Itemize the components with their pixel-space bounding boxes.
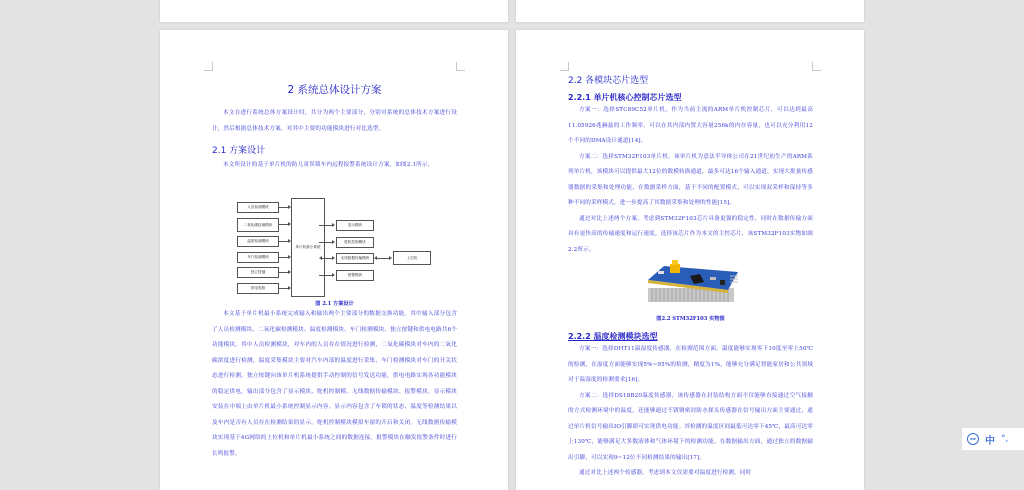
figure-2-2-caption: 图2.2 STM32F103 实物图 — [656, 316, 725, 322]
stm32f103-board-image — [644, 258, 740, 304]
temp-option-2-paragraph: 方案二：选择DS18B20温度传感器，该传感器在封装结构方面不仅能够直接通过空气接触的方式检测环境中的温度，还能够通过不锈钢密封防水探头传感器在信号输出方面主要通过，通过单片机信号输出IO引脚即可实现供电功能。其检测的温度区间最低可达零下45℃，最高可达零上130℃，能够满足大多数液体和气体环境下的检测功能，在数据输出方面，通过独立的数据输出引脚，可以实现9~12位不同检测结果的输出[17]。 — [568, 392, 813, 461]
section-heading-2-2: 2.2 各模块芯片选型 — [568, 76, 649, 86]
ime-toolbar[interactable] — [962, 428, 1024, 450]
mcu-conclusion-paragraph: 通过对比上述两个方案，考虑到STM32F103芯片具备更强的稳定性，同时在数据传输方面具有更快高的传输速度和运行速度，选择该芯片作为本文的主控芯片，该STM32F103实物如图2.2所示。 — [568, 215, 813, 253]
diagram-host-computer-block: 上位机 — [393, 251, 431, 265]
temp-conclusion-paragraph: 通过对比上述两个传感器，考虑到本文仅需要对温度进行检测，同时 — [579, 470, 752, 476]
section-heading-2-2-2: 2.2.2 温度检测模块选型 — [568, 332, 658, 341]
diagram-output-block: 报警模块 — [336, 270, 374, 281]
section-heading-2-2-1: 2.2.1 单片机核心控制芯片选型 — [568, 93, 682, 102]
mcu-option-2-paragraph: 方案二：选择STM32F103单片机，该单片机为意法半导体公司在21世纪初生产的ARM系列单片机，该模块可以提供最大12位的数模转换通道，最多可达16个输入通道，实现大批量传感器数据的采集和处理功能，在数据采样方面，基于不同的配置模式，可以实现双采样和保持等多种不同的采样模式，进一步提高了其数据采集和处理的性能[15]。 — [568, 153, 813, 206]
ime-language-toggle[interactable]: 中 — [985, 435, 995, 447]
document-page-left — [160, 30, 508, 490]
intro-paragraph: 本文在进行系统总体方案设计时，共分为两个主要部分，分别对系统的总体技术方案进行设计，然后根据总体技术方案，对其中主要的功能模块进行对比选型。 — [212, 110, 457, 132]
margin-corner-mark — [812, 62, 821, 71]
chapter-title: 2 系统总体设计方案 — [287, 84, 382, 96]
diagram-output-block: 显示模块 — [336, 220, 374, 231]
previous-page-left — [160, 0, 508, 22]
diagram-center-mcu-block: 单片机最小系统 — [291, 198, 325, 297]
margin-corner-mark — [560, 62, 569, 71]
ime-logo-icon[interactable]: IME — [967, 433, 979, 445]
document-page-right — [516, 30, 864, 490]
diagram-input-block: 二氧化碳检测模块 — [237, 218, 279, 232]
mcu-option-1-paragraph: 方案一：选择STC89C52单片机，作为当前主流的ARM单片机控制芯片，可以达到最高11.05926兆赫兹的工作频率，可以在其内部内置大容量256k的内存容量，也可以充分利用12个不同的DMA设计通道[14]。 — [568, 107, 813, 144]
section-heading-2-1: 2.1 方案设计 — [212, 146, 266, 156]
diagram-input-block: 温度检测模块 — [237, 236, 279, 247]
figure-2-1-caption: 图 2.1 方案设计 — [315, 301, 354, 307]
diagram-input-block: 车门检测模块 — [237, 252, 279, 263]
diagram-output-block: 舵机控制模块 — [336, 237, 374, 248]
margin-corner-mark — [204, 62, 213, 71]
section-2-1-paragraph: 本文所设计的基于单片机的防儿童误锁车内远程报警系统设计方案，如图2.1所示。 — [223, 162, 434, 168]
margin-corner-mark — [456, 62, 465, 71]
ime-punctuation-toggle[interactable]: °, — [1001, 434, 1009, 444]
system-block-diagram — [230, 195, 435, 305]
previous-page-right — [516, 0, 864, 22]
diagram-input-block: 供电电路 — [237, 283, 279, 294]
diagram-input-block: 独立按键 — [237, 267, 279, 278]
diagram-output-block: 无线数据传输模块 — [336, 253, 374, 264]
diagram-input-block: 人员检测模块 — [237, 202, 279, 213]
temp-option-1-paragraph: 方案一：选择DHT11温湿度传感器，在检测范围方面，温度能够实现零下10度至零上50℃的检测，在湿度方面能够实现5%~95%的检测，精度为1%，能够充分满足智能家居和公共领域对于温湿度的检测要求[16]。 — [568, 346, 813, 383]
body-paragraph: 本文基于单片机最小系统完成输入和输出两个主要部分的数据交换功能。其中输入部分包含了人员检测模块、二氧化碳检测模块、温度检测模块、车门检测模块、独立按键和供电电路共6个功能模块。其中人员检测模块，对车内的人员存在情况进行检测，二氧化碳模块对车内的二氧化碳浓度进行检测，温度采集模块主要对汽车内部的温度进行采集，车门检测模块对车门的开关状态进行检测，独立按键向该单片机系统提供手动控制的信号发送功能，供电电路实现各功能模块的稳定供电。输出部分包含了显示模块、舵机控制模、无线数据传输模块、报警模块。显示模块安装在中端上由单片机最小系统控制显示内容。显示内容包含了车锁的状态、温度等检测结果以及车内是否有人员存在检测结果的显示。舵机控制模块模拟车窗的开启和关闭。无线数据传输模块实现基于4G网络的上位机和单片机最小系统之间的数据连接。报警模块在触发报警条件时进行长鸣报警。 — [212, 311, 457, 457]
